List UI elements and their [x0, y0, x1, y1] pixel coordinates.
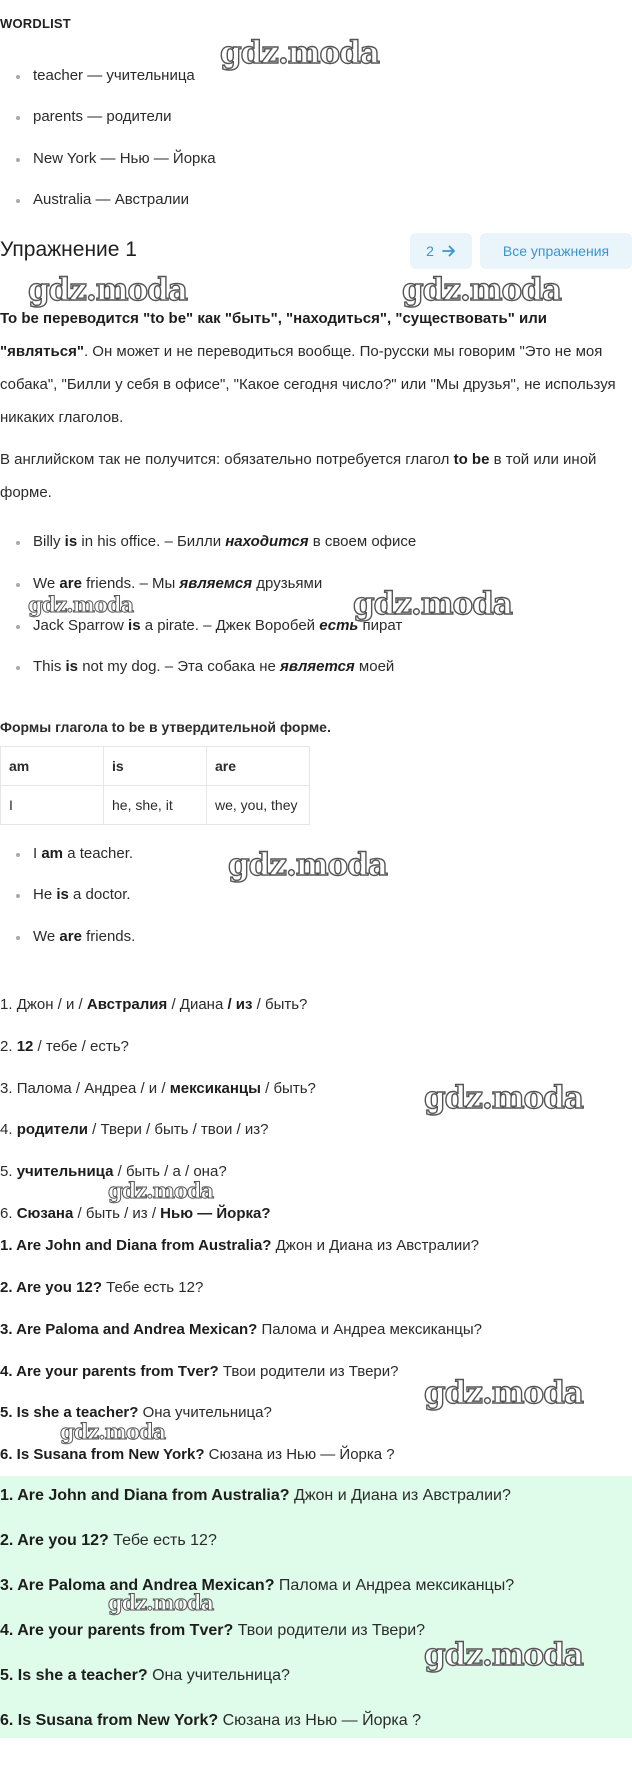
- list-item: Billy is in his office. – Билли находится в своем офисе: [33, 533, 416, 550]
- table-header-row: am is are: [1, 747, 310, 786]
- list-item: parents — родители: [33, 108, 172, 125]
- answer-box: [0, 1476, 632, 1738]
- answer-line: 3. Are Paloma and Andrea Mexican? Палома и Андреа мексиканцы?: [0, 1321, 482, 1338]
- watermark: gdz.moda: [28, 272, 187, 308]
- next-exercise-button[interactable]: 2: [410, 233, 472, 269]
- watermark: gdz.moda: [60, 1419, 166, 1444]
- watermark: gdz.moda: [220, 35, 379, 71]
- answer-line: 5. Is she a teacher? Она учительница?: [0, 1404, 272, 1421]
- task-line: 3. Палома / Андреа / и / мексиканцы / быть?: [0, 1080, 316, 1097]
- watermark: gdz.moda: [28, 592, 134, 617]
- task-line: 4. родители / Твери / быть / твои / из?: [0, 1121, 269, 1138]
- answer-line: 2. Are you 12? Тебе есть 12?: [0, 1532, 217, 1549]
- watermark: gdz.moda: [228, 847, 387, 883]
- watermark: gdz.moda: [402, 272, 561, 308]
- answer-line: 1. Are John and Diana from Australia? Джон и Диана из Австралии?: [0, 1237, 479, 1254]
- list-item: We are friends. – Мы являемся друзьями: [33, 575, 322, 592]
- watermark: gdz.moda: [424, 1080, 583, 1116]
- answer-line: 2. Are you 12? Тебе есть 12?: [0, 1279, 204, 1296]
- answer-line: 6. Is Susana from New York? Сюзана из Нью — Йорка ?: [0, 1712, 421, 1729]
- task-line: 2. 12 / тебе / есть?: [0, 1038, 129, 1055]
- table-row: I he, she, it we, you, they: [1, 786, 310, 825]
- list-item: This is not my dog. – Эта собака не является моей: [33, 658, 394, 675]
- watermark: gdz.moda: [353, 586, 512, 622]
- answer-line: 5. Is she a teacher? Она учительница?: [0, 1667, 290, 1684]
- exercise-title: Упражнение 1: [0, 238, 137, 261]
- task-line: 1. Джон / и / Австралия / Диана / из / быть?: [0, 996, 308, 1013]
- answer-line: 3. Are Paloma and Andrea Mexican? Палома и Андреа мексиканцы?: [0, 1577, 515, 1594]
- task-line: 5. учительница / быть / а / она?: [0, 1163, 227, 1180]
- list-item: Australia — Австралии: [33, 191, 189, 208]
- list-item: We are friends.: [33, 928, 135, 945]
- watermark: gdz.moda: [108, 1178, 214, 1203]
- list-item: He is a doctor.: [33, 886, 131, 903]
- list-item: Jack Sparrow is a pirate. – Джек Воробей есть пират: [33, 617, 402, 634]
- arrow-right-icon: [442, 245, 456, 257]
- answer-line: 4. Are your parents from Tver? Твои родители из Твери?: [0, 1622, 426, 1639]
- list-item: I am a teacher.: [33, 845, 133, 862]
- forms-heading: Формы глагола to be в утвердительной форме.: [0, 719, 331, 735]
- watermark: gdz.moda: [424, 1637, 583, 1673]
- answer-line: 4. Are your parents from Tver? Твои родители из Твери?: [0, 1363, 399, 1380]
- all-exercises-button[interactable]: Все упражнения: [480, 233, 632, 269]
- list-item: New York — Нью — Йорка: [33, 150, 216, 167]
- answer-line: 1. Are John and Diana from Australia? Джон и Диана из Австралии?: [0, 1487, 511, 1504]
- intro-paragraph-2: В английском так не получится: обязательно потребуется глагол to be в той или иной форме.: [0, 451, 597, 501]
- watermark: gdz.moda: [108, 1590, 214, 1615]
- list-item: teacher — учительница: [33, 67, 195, 84]
- intro-paragraph: To be переводится "to be" как "быть", "находиться", "существовать" или "являться". Он может и не переводиться вообще. По-русски мы говорим "Это не моя собака", "Билли у себя в офисе", "Какое сегодня число?" или "Мы друзья", не используя никаких глаголов.: [0, 310, 616, 426]
- forms-table: [0, 746, 310, 825]
- answer-line: 6. Is Susana from New York? Сюзана из Нью — Йорка ?: [0, 1446, 395, 1463]
- wordlist-title: WORDLIST: [0, 16, 71, 31]
- task-line: 6. Сюзана / быть / из / Нью — Йорка?: [0, 1205, 271, 1222]
- watermark: gdz.moda: [424, 1375, 583, 1411]
